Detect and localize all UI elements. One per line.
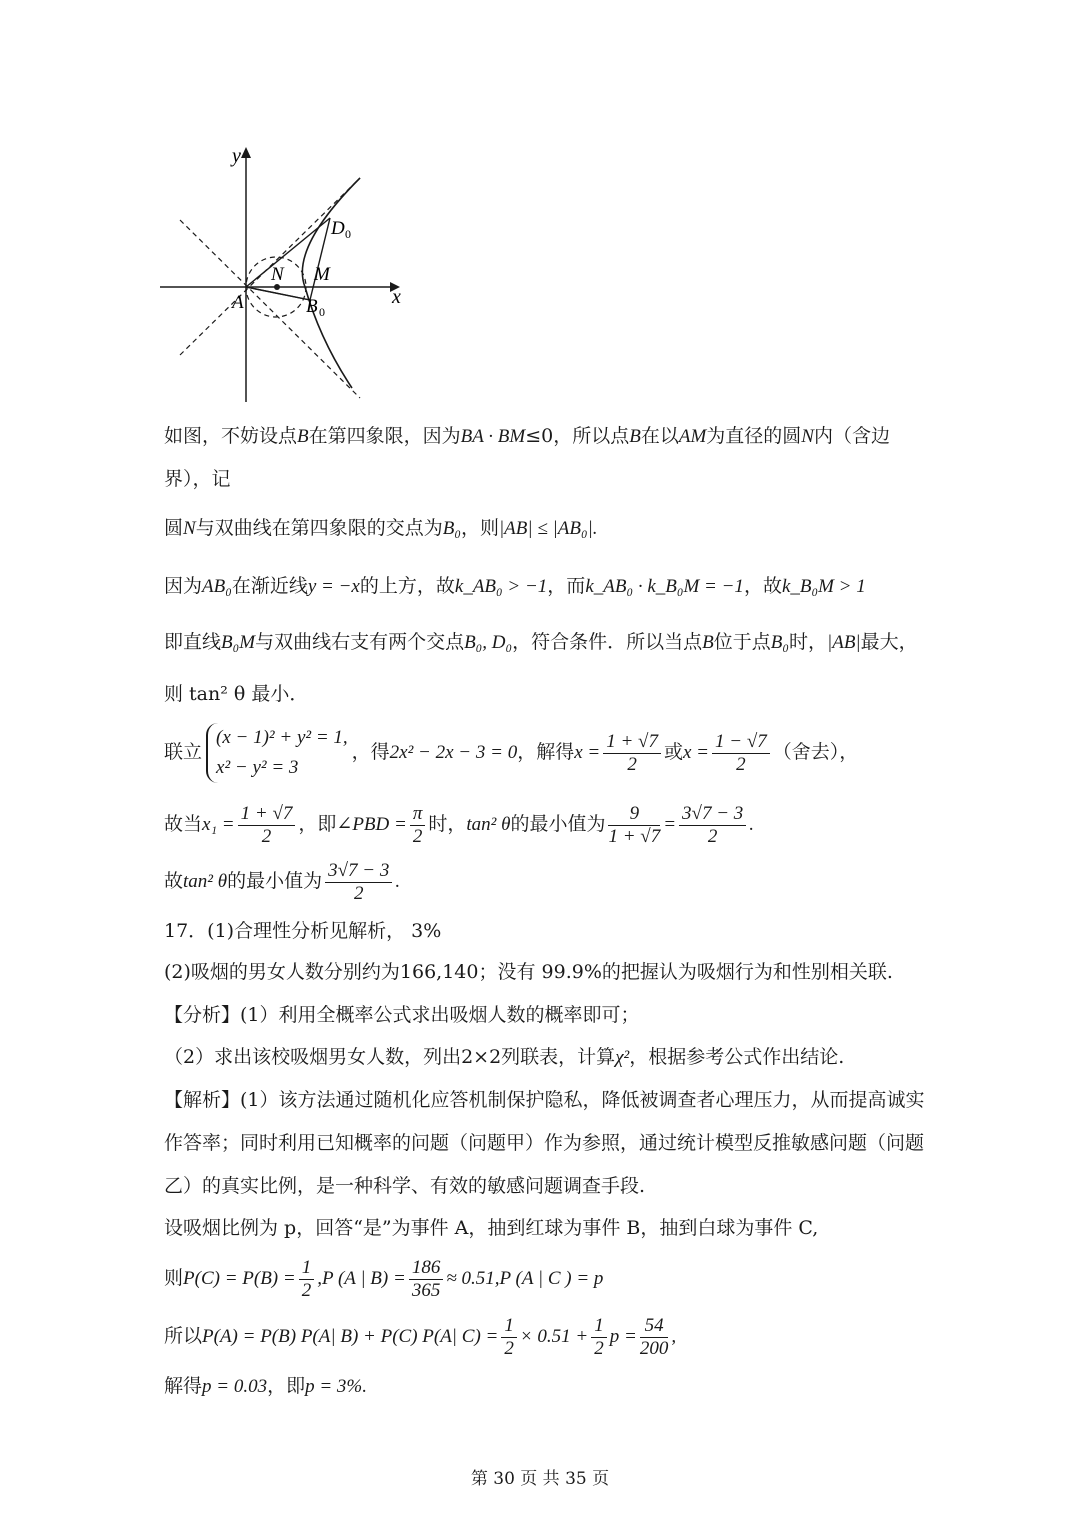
text-line-2: 界），记 [164, 468, 231, 490]
equation-system: (x − 1)² + y² = 1, x² − y² = 3 [206, 723, 348, 783]
answer-17-2: (2)吸烟的男女人数分别约为166,140；没有 99.9%的把握认为吸烟行为和性别相关联. [164, 961, 893, 983]
point-b0-label: B [306, 296, 318, 317]
page-footer: 第 30 页 共 35 页 [470, 1469, 610, 1489]
point-d0-subscript: 0 [345, 227, 351, 241]
answer-17-1: 17．(1)合理性分析见解析， 3% [164, 920, 442, 942]
y-axis-label: y [232, 145, 241, 167]
result-line: 解得p = 0.03，即p = 3%. [164, 1375, 368, 1397]
point-m-label: M [314, 264, 330, 285]
text-line-1: 如图，不妨设点B在第四象限，因为BA · BM≤0，所以点B在以AM为直径的圆N内（含边 [164, 425, 890, 447]
analysis-1: 【分析】(1）利用全概率公式求出吸烟人数的概率即可； [164, 1004, 640, 1026]
text-line-5: 即直线B₀M与双曲线右支有两个交点B₀, D₀，符合条件．所以当点B位于点B₀时，|AB|最大， [164, 631, 918, 653]
hyperbola-figure [160, 140, 410, 405]
point-d0-label: D [331, 218, 345, 239]
analysis-2: （2）求出该校吸烟男女人数，列出2×2列联表，计算χ²，根据参考公式作出结论. [164, 1046, 845, 1068]
text-line-3: 圆N与双曲线在第四象限的交点为B₀，则|AB| ≤ |AB₀|. [164, 517, 598, 539]
text-line-6: 则 tan² θ 最小． [164, 683, 309, 705]
text-line-8: 故当x₁ = $\frac{1 + √7}{2}$ ，即∠PBD = $\frac{\pi}{2}$ 时，tan² θ的最小值为 $\frac{9}{1 + √7}$ = $\frac{3√7 - 3}{2}$ . [164, 802, 755, 847]
probability-line-2: 所以P(A) = P(B) P(A| B) + P(C) P(A| C) = $\frac{1}{2}$ × 0.51 + $\frac{1}{2}$ p = $\frac{54}{200}$ , [164, 1314, 677, 1359]
point-a-label: A [232, 292, 244, 313]
text-line-4: 因为AB₀在渐近线y = −x的上方，故k_AB₀ > −1，而k_AB₀ · k_B₀M = −1，故k_B₀M > 1 [164, 575, 866, 597]
solution-line-2: 作答率；同时利用已知概率的问题（问题甲）作为参照，通过统计模型反推敏感问题（问题 [164, 1132, 925, 1154]
solution-line-1: 【解析】(1）该方法通过随机化应答机制保护隐私，降低被调查者心理压力，从而提高诚实 [164, 1089, 925, 1111]
solution-line-4: 设吸烟比例为 p，回答“是”为事件 A，抽到红球为事件 B，抽到白球为事件 C, [164, 1217, 819, 1239]
probability-line-1: 则P(C) = P(B) = $\frac{1}{2}$ ,P (A | B) = $\frac{186}{365}$ ≈ 0.51,P (A | C ) = p [164, 1256, 604, 1301]
point-n-label: N [271, 264, 284, 285]
point-b0-subscript: 0 [319, 305, 325, 319]
solution-line-3: 乙）的真实比例，是一种科学、有效的敏感问题调查手段. [164, 1175, 646, 1197]
text-line-7: 联立 (x − 1)² + y² = 1, x² − y² = 3 ，得2x² − 2x − 3 = 0，解得x = $\frac{1 + √7}{2}$ 或x = $\frac{1 - √7}{2}$ （舍去）， [164, 722, 858, 783]
text-line-9: 故tan² θ的最小值为 $\frac{3√7 - 3}{2}$ . [164, 859, 401, 904]
x-axis-label: x [392, 286, 401, 308]
